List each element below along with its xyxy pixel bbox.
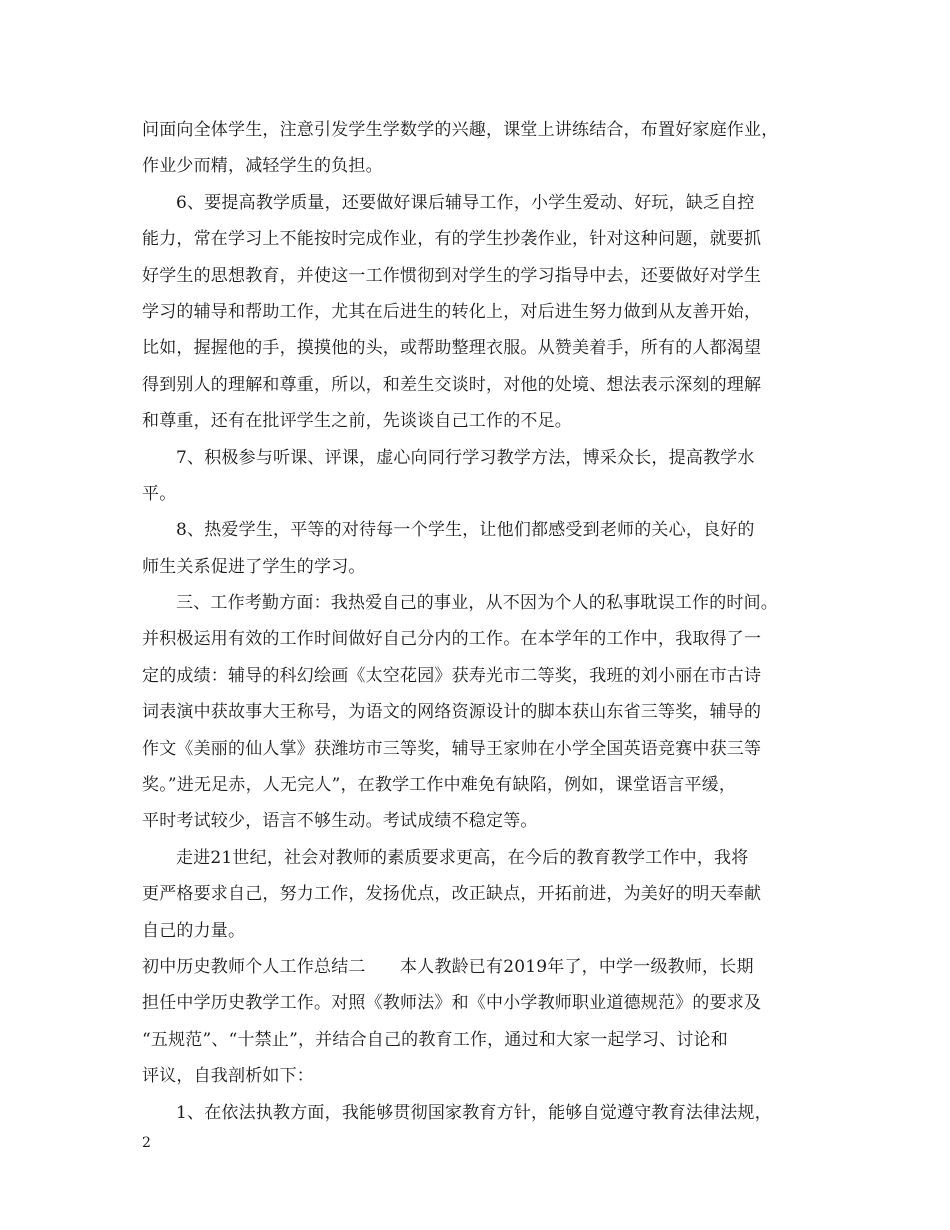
text-line: 奖。”进无足赤，人无完人”，在教学工作中难免有缺陷，例如，课堂语言平缓， bbox=[142, 775, 737, 796]
text-line: 7、积极参与听课、评课，虚心向同行学习教学方法，博采众长，提高教学水 bbox=[176, 447, 755, 468]
text-line: 更严格要求自己，努力工作，发扬优点，改正缺点，开拓前进，为美好的明天奉献 bbox=[142, 884, 762, 905]
page-number: 2 bbox=[142, 1135, 151, 1151]
text-line: 词表演中获故事大王称号，为语文的网络资源设计的脚本获山东省三等奖，辅导的 bbox=[142, 702, 762, 723]
text-line: 三、工作考勤方面：我热爱自己的事业，从不因为个人的私事耽误工作的时间。 bbox=[176, 593, 778, 614]
text-line: 担任中学历史教学工作。对照《教师法》和《中小学教师职业道德规范》的要求及 bbox=[142, 993, 762, 1014]
text-line: 6、要提高教学质量，还要做好课后辅导工作，小学生爱动、好玩，缺乏自控 bbox=[176, 192, 755, 213]
document-body bbox=[142, 112, 832, 1131]
text-line: 作文《美丽的仙人掌》获潍坊市三等奖，辅导王家帅在小学全国英语竞赛中获三等 bbox=[142, 738, 762, 759]
text-line: 比如，握握他的手，摸摸他的头，或帮助整理衣服。从赞美着手，所有的人都渴望 bbox=[142, 338, 762, 359]
text-line: 定的成绩：辅导的科幻绘画《太空花园》获寿光市二等奖，我班的刘小丽在市古诗 bbox=[142, 665, 762, 686]
text-line: 1、在依法执教方面，我能够贯彻国家教育方针，能够自觉遵守教育法律法规， bbox=[176, 1102, 772, 1123]
text-line: 师生关系促进了学生的学习。 bbox=[142, 556, 366, 577]
text-line: 平时考试较少，语言不够生动。考试成绩不稳定等。 bbox=[142, 811, 538, 832]
text-line: 初中历史教师个人工作总结二 本人教龄已有2019年了，中学一级教师，长期 bbox=[142, 956, 754, 977]
text-line: 平。 bbox=[142, 483, 177, 504]
text-line: 自己的力量。 bbox=[142, 920, 246, 941]
text-line: 问面向全体学生，注意引发学生学数学的兴趣，课堂上讲练结合，布置好家庭作业， bbox=[142, 120, 779, 140]
text-line: 作业少而精，减轻学生的负担。 bbox=[142, 156, 383, 177]
text-line: 能力，常在学习上不能按时完成作业，有的学生抄袭作业，针对这种问题，就要抓 bbox=[142, 229, 762, 250]
text-line: 得到别人的理解和尊重，所以，和差生交谈时，对他的处境、想法表示深刻的理解 bbox=[142, 374, 762, 395]
text-line: 学习的辅导和帮助工作，尤其在后进生的转化上，对后进生努力做到从友善开始， bbox=[142, 301, 762, 322]
text-line: 好学生的思想教育，并使这一工作惯彻到对学生的学习指导中去，还要做好对学生 bbox=[142, 265, 762, 286]
text-line: “五规范”、“十禁止”，并结合自己的教育工作，通过和大家一起学习、讨论和 bbox=[142, 1029, 728, 1050]
text-line: 和尊重，还有在批评学生之前，先谈谈自己工作的不足。 bbox=[142, 411, 572, 432]
text-line: 并积极运用有效的工作时间做好自己分内的工作。在本学年的工作中，我取得了一 bbox=[142, 629, 762, 650]
text-line: 8、热爱学生，平等的对待每一个学生，让他们都感受到老师的关心，良好的 bbox=[176, 520, 755, 541]
text-line: 走进21世纪，社会对教师的素质要求更高，在今后的教育教学工作中，我将 bbox=[176, 847, 749, 868]
text-line: 评议，自我剖析如下： bbox=[142, 1066, 314, 1087]
